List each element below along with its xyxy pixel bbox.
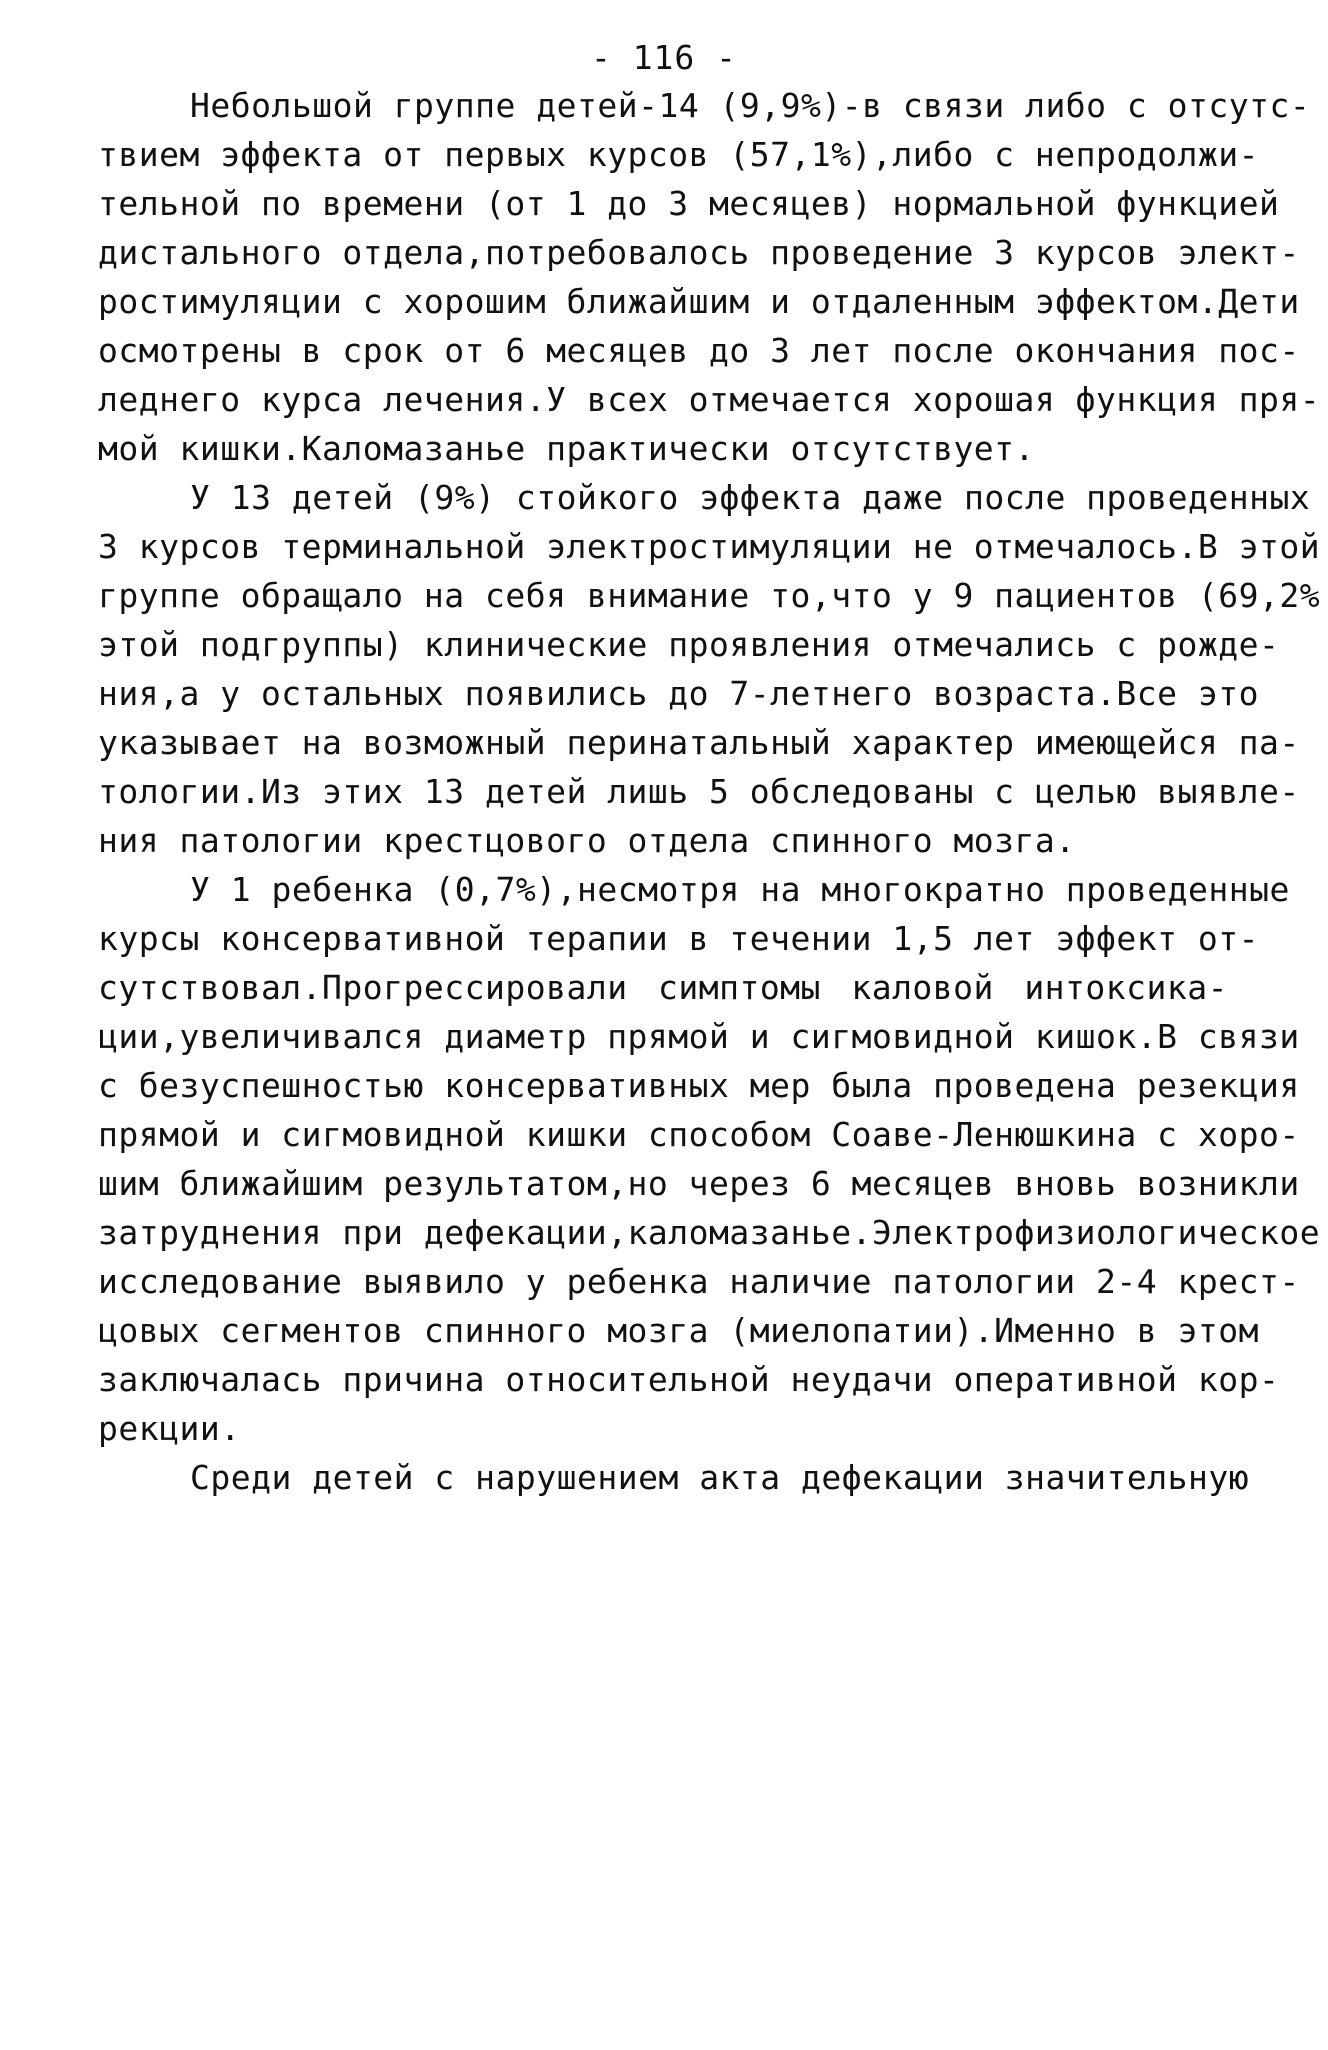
text-line: осмотрены в срок от 6 месяцев до 3 лет после окончания пос- (98, 331, 1300, 370)
text-line: ния патологии крестцового отдела спинного мозга. (98, 821, 1076, 860)
text-line: ростимуляции с хорошим ближайшим и отдаленным эффектом.Дети (98, 282, 1300, 321)
text-line: леднего курса лечения.У всех отмечается хорошая функция пря- (98, 380, 1321, 419)
text-line: цовых сегментов спинного мозга (миелопатии).Именно в этом (98, 1311, 1259, 1350)
text-line: затруднения при дефекации,каломазанье.Электрофизиологическое (98, 1213, 1321, 1252)
text-line: тельной по времени (от 1 до 3 месяцев) нормальной функцией (98, 184, 1280, 223)
text-line: заключалась причина относительной неудачи оперативной кор- (98, 1360, 1280, 1399)
text-line: рекции. (98, 1409, 241, 1448)
text-line: указывает на возможный перинатальный характер имеющейся па- (98, 723, 1300, 762)
page-number: - 116 - (590, 38, 738, 77)
text-line: сутствовал.Прогрессировали симптомы каловой интоксика- (98, 968, 1228, 1007)
text-line: дистального отдела,потребовалось проведение 3 курсов элект- (98, 233, 1300, 272)
text-line: этой подгруппы) клинические проявления отмечались с рожде- (98, 625, 1280, 664)
text-line: У 1 ребенка (0,7%),несмотря на многократно проведенные (190, 870, 1290, 909)
text-line: Среди детей с нарушением акта дефекации значительную (190, 1458, 1250, 1497)
text-line: шим ближайшим результатом,но через 6 месяцев вновь возникли (98, 1164, 1300, 1203)
text-line: Небольшой группе детей-14 (9,9%)-в связи либо с отсутс- (190, 86, 1311, 125)
text-line: прямой и сигмовидной кишки способом Соаве-Ленюшкина с хоро- (98, 1115, 1300, 1154)
text-line: тологии.Из этих 13 детей лишь 5 обследованы с целью выявле- (98, 772, 1300, 811)
text-line: 3 курсов терминальной электростимуляции не отмечалось.В этой (98, 527, 1321, 566)
text-line: У 13 детей (9%) стойкого эффекта даже после проведенных (190, 478, 1311, 517)
text-line: с безуспешностью консервативных мер была проведена резекция (98, 1066, 1300, 1105)
text-line: курсы консервативной терапии в течении 1,5 лет эффект от- (98, 919, 1259, 958)
text-line: ния,а у остальных появились до 7-летнего возраста.Все это (98, 674, 1259, 713)
text-line: твием эффекта от первых курсов (57,1%),либо с непродолжи- (98, 135, 1259, 174)
text-line: исследование выявило у ребенка наличие патологии 2-4 крест- (98, 1262, 1300, 1301)
text-line: мой кишки.Каломазанье практически отсутствует. (98, 429, 1035, 468)
text-line: группе обращало на себя внимание то,что у 9 пациентов (69,2% (98, 576, 1321, 615)
text-line: ции,увеличивался диаметр прямой и сигмовидной кишок.В связи (98, 1017, 1300, 1056)
